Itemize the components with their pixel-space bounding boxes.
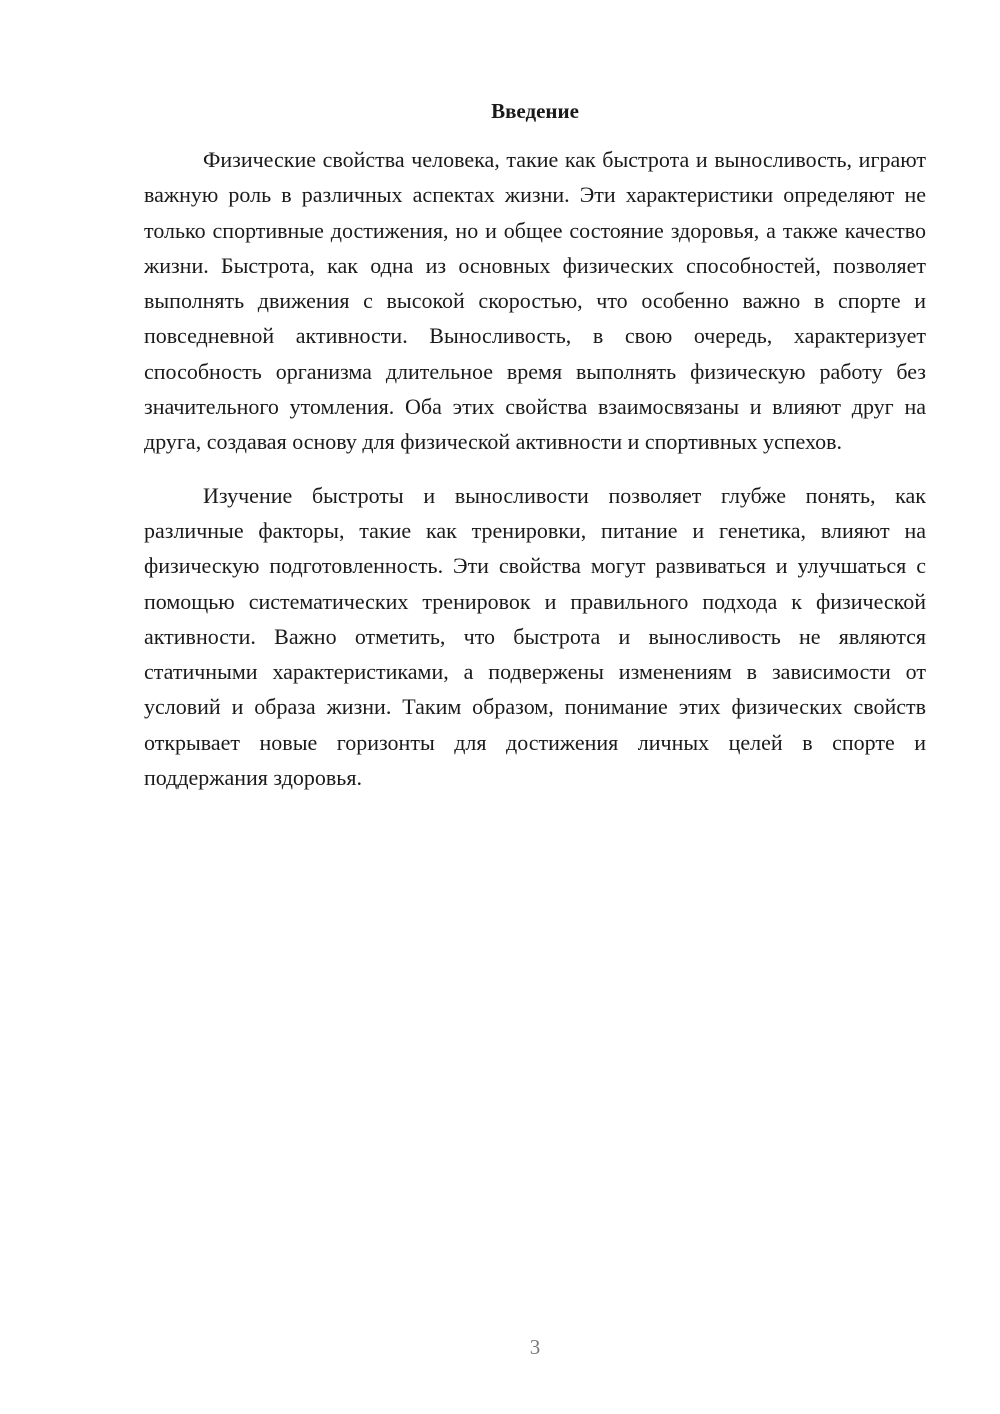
page-number: 3 [529, 1335, 541, 1359]
section-heading: Введение [491, 99, 579, 123]
paragraph-2: Изучение быстроты и выносливости позволяет глубже понять, как различные факторы, такие как тренировки, питание и генетика, влияют на физическую подготовленность. Эти свойства могут развиваться и улучшаться с помощью систематических тренировок и правильного подхода к физической активности. Важно отметить, что быстрота и выносливость не являются статичными характеристиками, а подвержены изменениям в зависимости от условий и образа жизни. Таким образом, понимание этих физических свойств открывает новые горизонты для достижения личных целей в спорте и поддержания здоровья. [144, 482, 926, 791]
paragraph-1: Физические свойства человека, такие как быстрота и выносливость, играют важную роль в различных аспектах жизни. Эти характеристики определяют не только спортивные достижения, но и общее состояние здоровья, а также качество жизни. Быстрота, как одна из основных физических способностей, позволяет выполнять движения с высокой скоростью, что особенно важно в спорте и повседневной активности. Выносливость, в свою очередь, характеризует способность организма длительное время выполнять физическую работу без значительного утомления. Оба этих свойства взаимосвязаны и влияют друг на друга, создавая основу для физической активности и спортивных успехов. [144, 147, 926, 455]
body-text [144, 142, 926, 813]
